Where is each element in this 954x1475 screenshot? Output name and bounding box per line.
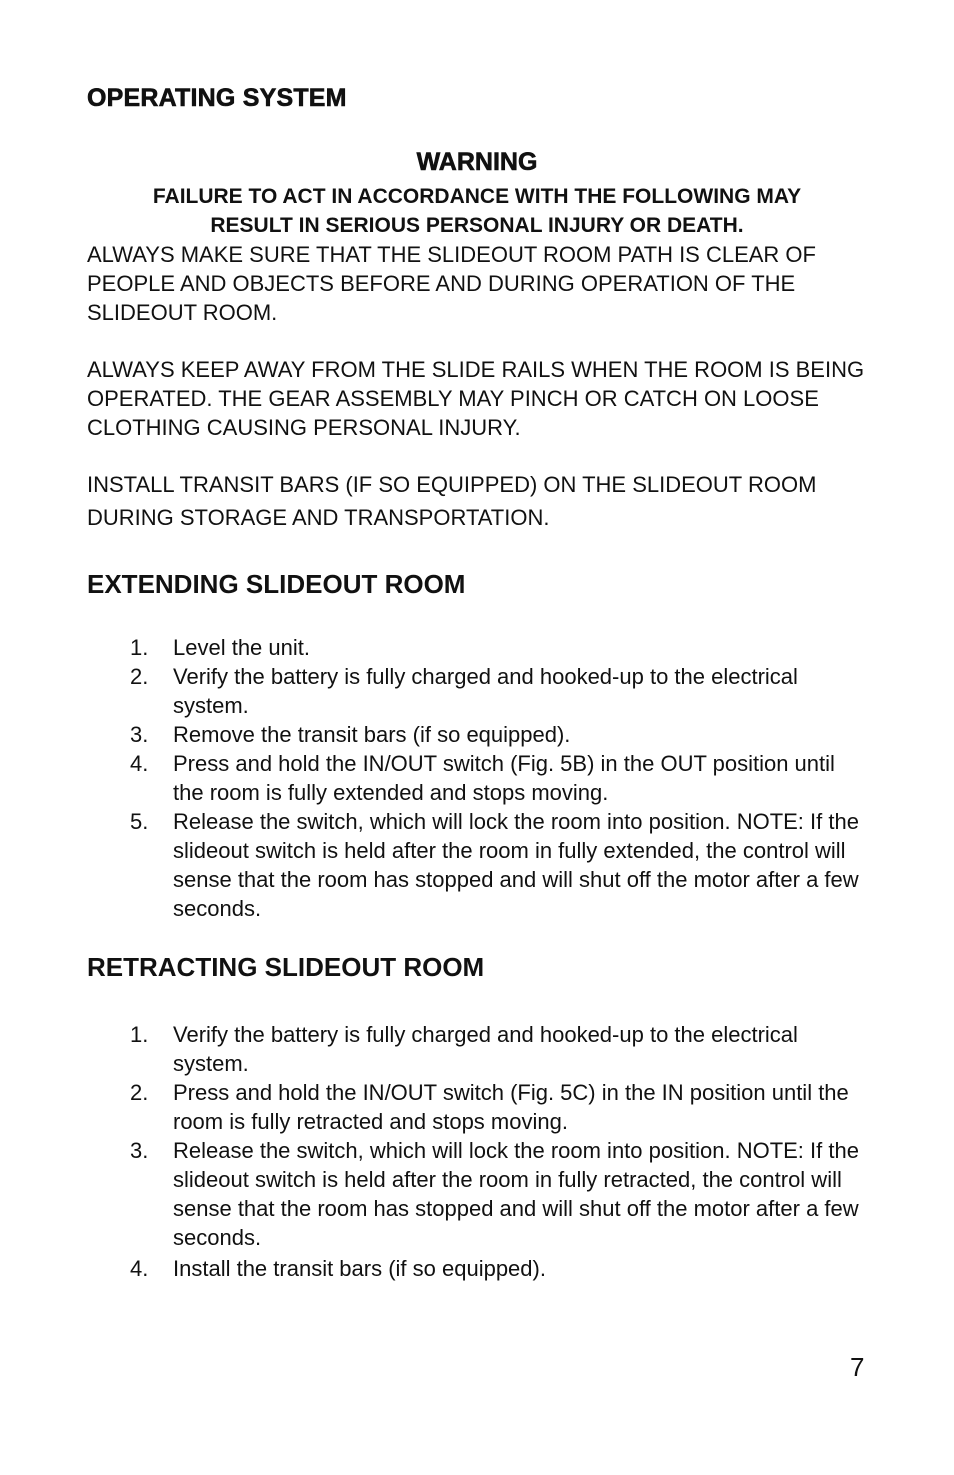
list-item: [87, 662, 867, 720]
section-heading-operating-system: OPERATING SYSTEM: [87, 84, 347, 112]
warning-paragraph-path-clear: ALWAYS MAKE SURE THAT THE SLIDEOUT ROOM PATH IS CLEAR OF PEOPLE AND OBJECTS BEFORE AND DURING OPERATION OF THE SLIDEOUT ROOM.: [87, 242, 816, 325]
warning-paragraph-slide-rails: ALWAYS KEEP AWAY FROM THE SLIDE RAILS WHEN THE ROOM IS BEING OPERATED. THE GEAR ASSEMBLY MAY PINCH OR CATCH ON LOOSE CLOTHING CAUSING PERSONAL INJURY.: [87, 357, 865, 440]
list-item: [87, 807, 867, 923]
step-number: 5.: [130, 809, 149, 834]
step-text: Release the switch, which will lock the room into position. NOTE: If the slideout switch is held after the room in fully retracted, the control will sense that the room has stopped and will shut off the motor after a few seconds.: [173, 1138, 859, 1250]
list-item: [87, 720, 867, 749]
step-text: Release the switch, which will lock the room into position. NOTE: If the slideout switch is held after the room in fully extended, the control will sense that the room has stopped and will shut off the motor after a few seconds.: [173, 809, 859, 921]
step-number: 1.: [130, 635, 149, 660]
step-number: 2.: [130, 1080, 149, 1105]
step-number: 2.: [130, 664, 149, 689]
step-text: Press and hold the IN/OUT switch (Fig. 5C) in the IN position until the room is fully retracted and stops moving.: [173, 1080, 849, 1134]
step-text: Verify the battery is fully charged and hooked-up to the electrical system.: [173, 1022, 798, 1076]
step-number: 4.: [130, 1256, 149, 1281]
list-item: [87, 1078, 867, 1136]
step-text: Install the transit bars (if so equipped).: [173, 1256, 546, 1281]
list-item: [87, 1254, 867, 1283]
step-number: 3.: [130, 722, 149, 747]
step-text: Verify the battery is fully charged and hooked-up to the electrical system.: [173, 664, 798, 718]
step-text: Press and hold the IN/OUT switch (Fig. 5B) in the OUT position until the room is fully extended and stops moving.: [173, 751, 835, 805]
section-heading-retracting: RETRACTING SLIDEOUT ROOM: [87, 952, 485, 982]
page-number: 7: [850, 1352, 865, 1382]
retracting-steps-list: [87, 1020, 867, 1283]
extending-steps-list: [87, 633, 867, 923]
warning-subtitle-line-1: FAILURE TO ACT IN ACCORDANCE WITH THE FOLLOWING MAY: [152, 185, 802, 208]
step-number: 4.: [130, 751, 149, 776]
step-number: 3.: [130, 1138, 149, 1163]
list-item: [87, 1020, 867, 1078]
warning-subtitle-line-2: RESULT IN SERIOUS PERSONAL INJURY OR DEATH.: [210, 214, 744, 237]
warning-title: WARNING: [416, 148, 538, 176]
list-item: [87, 1136, 867, 1252]
step-number: 1.: [130, 1022, 149, 1047]
warning-paragraph-transit-bars: INSTALL TRANSIT BARS (IF SO EQUIPPED) ON THE SLIDEOUT ROOM DURING STORAGE AND TRANSPORTATION.: [87, 472, 817, 530]
step-text: Remove the transit bars (if so equipped).: [173, 722, 571, 747]
list-item: [87, 633, 867, 662]
step-text: Level the unit.: [173, 635, 310, 660]
section-heading-extending: EXTENDING SLIDEOUT ROOM: [87, 569, 466, 599]
list-item: [87, 749, 867, 807]
